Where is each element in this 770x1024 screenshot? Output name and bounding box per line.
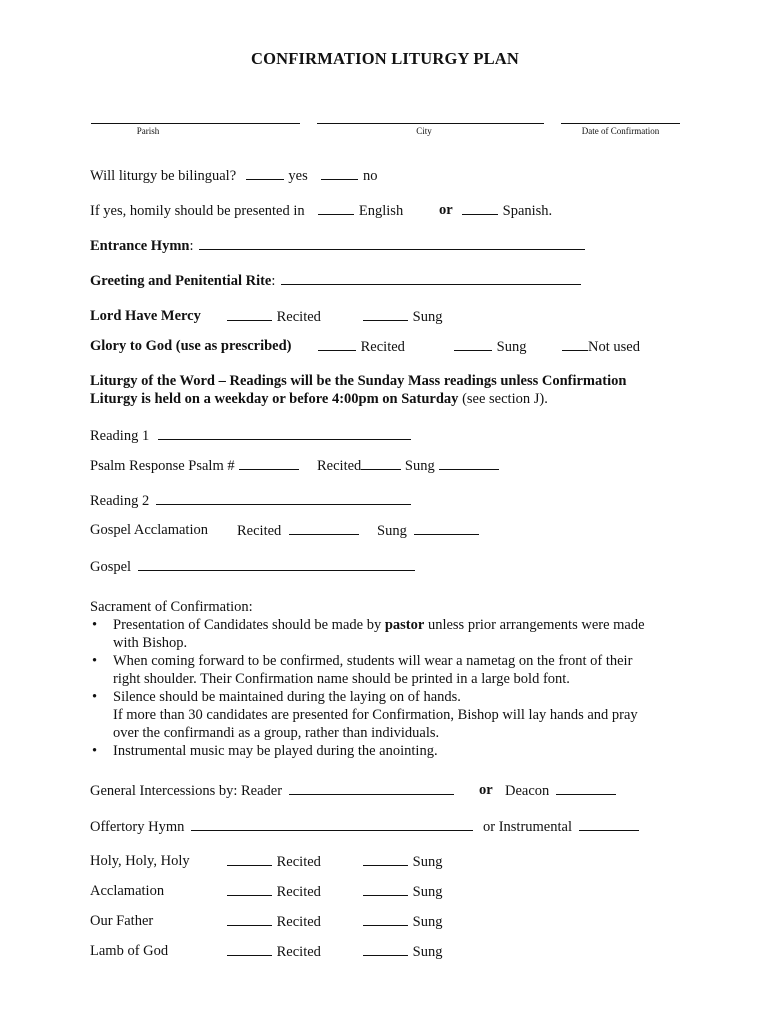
homily-spanish-label: Spanish. <box>502 203 553 219</box>
bullet1-bold: pastor <box>384 617 425 633</box>
sung-label: Sung <box>412 914 443 930</box>
liturgy-word-line1: Liturgy of the Word – Readings will be the Sunday Mass readings unless Confirmation <box>90 373 627 389</box>
homily-row <box>90 201 403 220</box>
lord-have-mercy-label: Lord Have Mercy <box>90 308 201 324</box>
entrance-hymn-label: Entrance Hymn <box>90 238 190 254</box>
sung-label: Sung <box>404 458 435 474</box>
lord-have-mercy-sung-blank[interactable] <box>363 307 408 321</box>
bullet3-line3: over the confirmandi as a group, rather than individuals. <box>113 725 440 741</box>
recited-label: Recited <box>276 854 321 870</box>
acclamation-recited <box>226 882 321 901</box>
deacon-label: Deacon <box>505 783 550 799</box>
our-father-sung <box>362 912 442 931</box>
sung-label: Sung <box>377 523 407 539</box>
page-title: CONFIRMATION LITURGY PLAN <box>250 49 520 68</box>
bullet2-line1: When coming forward to be confirmed, students will wear a nametag on the front of their <box>113 653 633 669</box>
bullet1-line2: with Bishop. <box>113 635 188 651</box>
homily-spanish-blank[interactable] <box>462 201 498 215</box>
bilingual-question: Will liturgy be bilingual? <box>90 168 237 184</box>
homily-spanish-row <box>461 201 552 220</box>
liturgy-word-line2 <box>90 390 548 408</box>
gospel-accl-sung <box>377 521 480 540</box>
liturgy-word-rest: (see section J). <box>458 391 548 407</box>
our-father-label: Our Father <box>90 913 154 929</box>
sacrament-section <box>90 598 690 760</box>
bilingual-row <box>90 166 377 185</box>
glory-recited-blank[interactable] <box>318 337 356 351</box>
gospel-field[interactable] <box>138 557 415 571</box>
our-father-sung-blank[interactable] <box>363 912 408 926</box>
city-caption: City <box>416 126 432 136</box>
entrance-hymn-field[interactable] <box>199 236 585 250</box>
glory-sung-blank[interactable] <box>454 337 492 351</box>
offertory-instrumental <box>483 817 640 836</box>
gospel-row <box>90 557 416 576</box>
lamb-sung-blank[interactable] <box>363 942 408 956</box>
our-father-recited-blank[interactable] <box>227 912 272 926</box>
parish-field[interactable] <box>91 123 300 124</box>
glory-sung <box>453 337 526 356</box>
recited-label: Recited <box>276 309 321 325</box>
reading2-field[interactable] <box>156 491 411 505</box>
intercessions-deacon <box>505 781 617 800</box>
offertory-instrumental-field[interactable] <box>579 817 639 831</box>
list-item <box>113 688 690 742</box>
gospel-accl-recited <box>237 521 360 540</box>
recited-label: Recited <box>276 884 321 900</box>
city-field[interactable] <box>317 123 544 124</box>
reading2-label: Reading 2 <box>90 493 150 509</box>
psalm-number-field[interactable] <box>239 456 299 470</box>
glory-not-used-blank[interactable] <box>562 337 588 351</box>
homily-or: or <box>439 202 453 218</box>
lamb-recited <box>226 942 321 961</box>
not-used-label: Not used <box>588 339 640 355</box>
homily-text: If yes, homily should be presented in <box>90 203 305 219</box>
recited-label: Recited <box>237 523 282 539</box>
glory-label: Glory to God (use as prescribed) <box>90 338 292 354</box>
recited-label: Recited <box>360 339 405 355</box>
intercessions-reader-field[interactable] <box>289 781 454 795</box>
bilingual-yes-blank[interactable] <box>246 166 284 180</box>
bullet1-text: Presentation of Candidates should be made by <box>113 617 385 633</box>
reading2-row <box>90 491 412 510</box>
sung-label: Sung <box>412 854 443 870</box>
gospel-accl-label: Gospel Acclamation <box>90 522 208 538</box>
homily-english-label: English <box>358 203 404 219</box>
reading1-row <box>90 426 412 445</box>
sacrament-heading: Sacrament of Confirmation: <box>90 599 253 615</box>
lord-have-mercy-recited <box>226 307 321 326</box>
recited-label: Recited <box>276 944 321 960</box>
recited-label: Recited <box>317 458 362 474</box>
intercessions-or: or <box>479 782 493 798</box>
psalm-label: Psalm Response Psalm # <box>90 458 235 474</box>
glory-recited <box>317 337 405 356</box>
gospel-accl-sung-blank[interactable] <box>414 521 479 535</box>
parish-caption: Parish <box>136 126 160 136</box>
intercessions-label: General Intercessions by: Reader <box>90 783 283 799</box>
reading1-field[interactable] <box>158 426 411 440</box>
bilingual-no-label: no <box>362 168 378 184</box>
lord-have-mercy-sung <box>362 307 442 326</box>
sung-label: Sung <box>412 884 443 900</box>
bullet4-text: Instrumental music may be played during the anointing. <box>113 743 438 759</box>
intercessions-deacon-field[interactable] <box>556 781 616 795</box>
lamb-label: Lamb of God <box>90 943 169 959</box>
acclamation-label: Acclamation <box>90 883 165 899</box>
our-father-recited <box>226 912 321 931</box>
holy-label: Holy, Holy, Holy <box>90 853 190 869</box>
acclamation-sung <box>362 882 442 901</box>
greeting-field[interactable] <box>281 271 581 285</box>
sung-label: Sung <box>496 339 527 355</box>
homily-english-blank[interactable] <box>318 201 354 215</box>
entrance-hymn-row: Entrance Hymn: <box>90 236 586 255</box>
sung-label: Sung <box>412 944 443 960</box>
psalm-recited-blank[interactable] <box>361 456 401 470</box>
list-item <box>113 742 690 760</box>
sung-label: Sung <box>412 309 443 325</box>
intercessions-row <box>90 781 455 800</box>
date-caption: Date of Confirmation <box>581 126 660 136</box>
lamb-recited-blank[interactable] <box>227 942 272 956</box>
acclamation-sung-blank[interactable] <box>363 882 408 896</box>
liturgy-word-bold: Liturgy is held on a weekday or before 4:00pm on Saturday <box>90 391 459 407</box>
psalm-recited <box>317 456 500 475</box>
lord-have-mercy-recited-blank[interactable] <box>227 307 272 321</box>
date-field[interactable] <box>561 123 680 124</box>
acclamation-recited-blank[interactable] <box>227 882 272 896</box>
psalm-sung-blank[interactable] <box>439 456 499 470</box>
bilingual-no-blank[interactable] <box>321 166 358 180</box>
holy-recited <box>226 852 321 871</box>
offertory-field[interactable] <box>191 817 473 831</box>
gospel-label: Gospel <box>90 559 132 575</box>
greeting-label: Greeting and Penitential Rite <box>90 273 272 289</box>
bullet3-line1: Silence should be maintained during the laying on of hands. <box>113 689 461 705</box>
bullet1-text-post: unless prior arrangements were made <box>424 617 645 633</box>
lamb-sung <box>362 942 442 961</box>
offertory-label: Offertory Hymn <box>90 819 185 835</box>
offertory-row <box>90 817 474 836</box>
greeting-row: Greeting and Penitential Rite: <box>90 271 582 290</box>
list-item <box>113 652 690 688</box>
bullet3-line2: If more than 30 candidates are presented for Confirmation, Bishop will lay hands and pray <box>113 707 638 723</box>
list-item <box>113 616 690 652</box>
holy-recited-blank[interactable] <box>227 852 272 866</box>
recited-label: Recited <box>276 914 321 930</box>
instrumental-label: or Instrumental <box>483 819 572 835</box>
bullet2-line2: right shoulder. Their Confirmation name should be printed in a large bold font. <box>113 671 570 687</box>
bilingual-yes-label: yes <box>288 168 308 184</box>
holy-sung <box>362 852 442 871</box>
sacrament-list <box>90 616 690 760</box>
reading1-label: Reading 1 <box>90 428 150 444</box>
psalm-row <box>90 456 300 475</box>
glory-not-used <box>562 337 640 356</box>
gospel-accl-recited-blank[interactable] <box>289 521 359 535</box>
holy-sung-blank[interactable] <box>363 852 408 866</box>
